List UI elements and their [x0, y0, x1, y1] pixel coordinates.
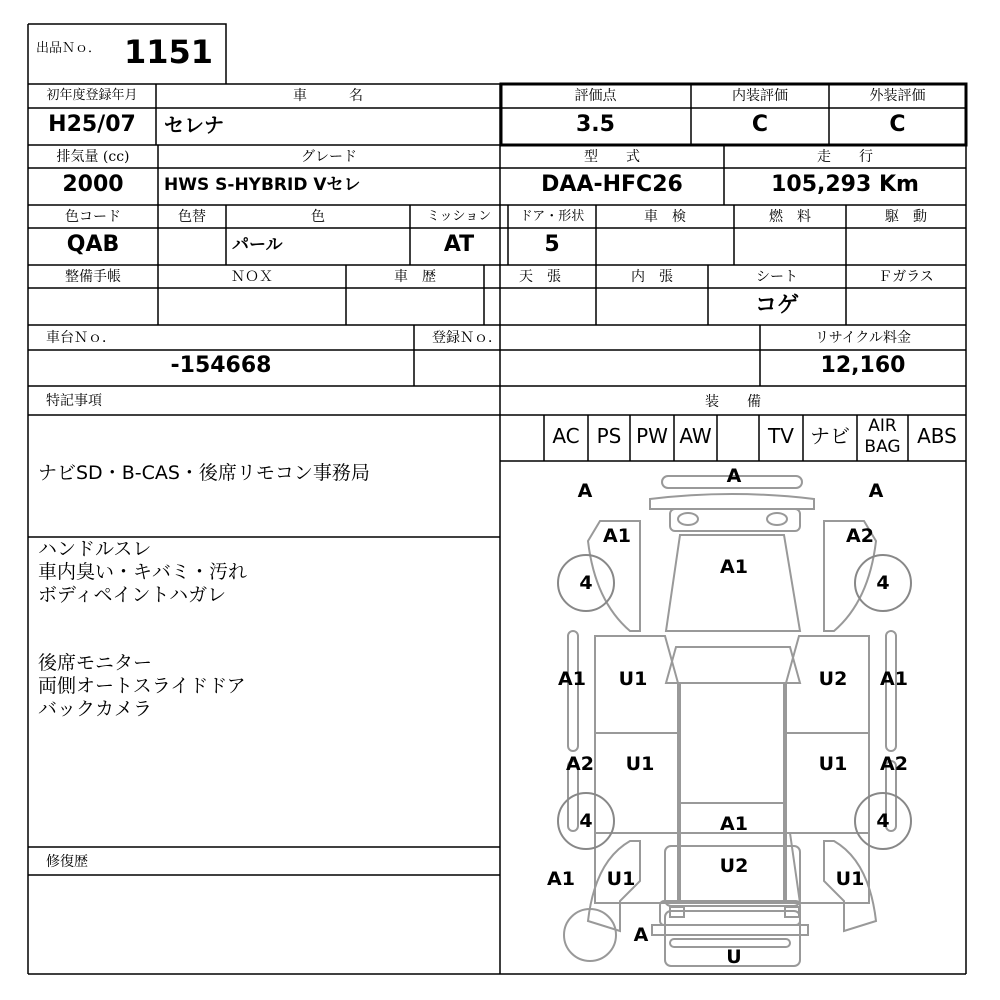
front-glass-label: Ｆガラス [878, 269, 934, 285]
recycle-fee-value: 12,160 [820, 353, 906, 378]
tire-rear-right: 4 [876, 810, 890, 832]
exterior-rating-value: C [889, 112, 906, 137]
equipment-label: 装 備 [705, 394, 761, 410]
car-name-value: セレナ [164, 113, 224, 137]
mark-right-front-door: U2 [818, 668, 848, 690]
notes-block-3-line: 両側オートスライドドア [38, 675, 246, 697]
displacement-label: 排気量 (cc) [56, 149, 130, 165]
notes-block-2-line: 車内臭い・キバミ・汚れ [38, 561, 248, 583]
drive-label: 駆 動 [885, 209, 927, 225]
notes-block-2 [38, 538, 247, 607]
color-change-label: 色替 [178, 209, 206, 225]
mark-left-fender: A1 [603, 525, 631, 547]
grade-label: グレード [301, 149, 357, 165]
equipment-ac: AC [552, 424, 580, 448]
mark-left-rear-lower: U1 [606, 868, 636, 890]
mark-left-rear-outer: A2 [566, 753, 594, 775]
equipment-airbag: AIR BAG [864, 416, 901, 457]
fuel-label: 燃 料 [769, 209, 811, 225]
recycle-fee-label: リサイクル料金 [814, 330, 912, 346]
notes-block-3-line: 後席モニター [38, 652, 153, 674]
lot-number: 1151 [124, 33, 214, 71]
mark-right-rear-outer: A2 [880, 753, 908, 775]
color-label: 色 [311, 209, 325, 225]
mark-hood: A1 [720, 556, 748, 578]
notes-block-2-line: ボディペイントハガレ [38, 584, 227, 606]
mileage-label: 走 行 [817, 149, 873, 165]
color-code-label: 色コード [65, 209, 121, 225]
equipment-tv: TV [768, 424, 794, 448]
notes-line-1: ナビSD・B-CAS・後席リモコン事務局 [38, 462, 370, 484]
equipment-ps: PS [596, 424, 622, 448]
inspection-label: 車 検 [644, 209, 686, 225]
displacement-value: 2000 [62, 172, 124, 197]
nox-label: ＮＯＸ [231, 269, 273, 285]
repair-history-label: 修復歴 [46, 854, 88, 870]
notes-block-2-line: ハンドルスレ [38, 538, 152, 560]
model-label: 型 式 [584, 149, 640, 165]
mark-front-right-corner: A [868, 480, 884, 502]
mission-value: AT [443, 232, 475, 257]
chassis-number-label: 車台Ｎｏ． [46, 330, 116, 346]
notes-block-3-line: バックカメラ [38, 698, 153, 720]
mark-front-left-corner: A [577, 480, 593, 502]
mark-tailgate: U2 [719, 855, 749, 877]
mark-front-bumper: A [726, 465, 742, 487]
score-value: 3.5 [576, 112, 615, 137]
mark-rear-bottom: U [726, 946, 742, 968]
mark-left-quarter: A1 [547, 868, 575, 890]
first-registration-value: H25/07 [48, 112, 136, 137]
tire-front-left: 4 [579, 572, 593, 594]
score-label: 評価点 [574, 88, 617, 104]
interior-rating-value: C [751, 112, 769, 137]
door-label: ドア・形状 [519, 209, 585, 224]
first-registration-label: 初年度登録年月 [46, 88, 138, 103]
lot-number-label: 出品Ｎｏ． [36, 41, 102, 56]
mark-right-rear-lower: U1 [835, 868, 865, 890]
color-code-value: QAB [66, 232, 120, 257]
seat-label: シート [756, 269, 798, 285]
chassis-number-value: -154668 [170, 353, 272, 378]
notes-label: 特記事項 [46, 393, 102, 409]
interior-trim-label: 内 張 [631, 269, 673, 285]
model-value: DAA-HFC26 [541, 172, 683, 197]
color-value: パール [232, 235, 283, 255]
mileage-value: 105,293 Km [771, 172, 919, 197]
mission-label: ミッション [426, 209, 492, 224]
mark-right-front-door-outer: A1 [880, 668, 908, 690]
equipment-navi: ナビ [810, 424, 850, 448]
car-name-label: 車 名 [293, 88, 363, 104]
registration-number-label: 登録Ｎｏ． [432, 330, 502, 346]
seat-value: コゲ [754, 293, 799, 318]
tire-front-right: 4 [876, 572, 890, 594]
rear-bumper-diagram [540, 895, 830, 970]
mark-right-rear-door: U1 [818, 753, 848, 775]
grade-value: HWS S-HYBRID Vセレ [164, 175, 361, 195]
roof-label: 天 張 [519, 269, 561, 285]
equipment-abs: ABS [917, 424, 957, 448]
interior-rating-label: 内装評価 [732, 88, 788, 104]
mark-left-front-door-outer: A1 [558, 668, 586, 690]
mark-roof-rear: A1 [720, 813, 748, 835]
equipment-pw: PW [636, 424, 668, 448]
equipment-aw: AW [679, 424, 712, 448]
mark-right-fender: A2 [846, 525, 874, 547]
tire-rear-left: 4 [579, 810, 593, 832]
door-value: 5 [544, 232, 560, 257]
mark-left-rear-door: U1 [625, 753, 655, 775]
spare-tire-shape [564, 909, 616, 961]
history-label: 車 歴 [394, 269, 436, 285]
mark-left-front-door: U1 [618, 668, 648, 690]
notes-block-3 [38, 652, 246, 721]
maintenance-label: 整備手帳 [65, 269, 121, 285]
exterior-rating-label: 外装評価 [869, 88, 926, 104]
mark-rear-bumper: A [633, 924, 649, 946]
